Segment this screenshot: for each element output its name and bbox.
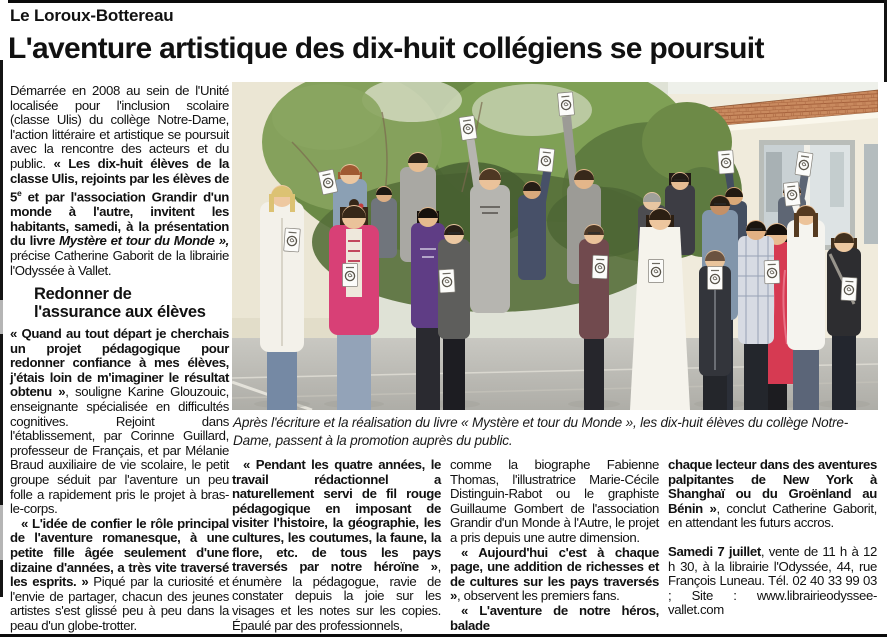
left-rule-notch — [0, 505, 3, 560]
column-4 — [668, 458, 877, 633]
paragraph: Démarrée en 2008 au sein de l'Unité localisée pour l'inclusion scolaire (classe Ulis) du collège Notre-Dame, l'action littéraire et artistique se poursuit avec la rencontre des acteurs et du public. « Les dix-huit élèves de la classe Ulis, rejoints par les élèves de 5e et par l'association Grandir d'un monde à l'autre, invitent les habitants, samedi, à la présentation du livre Mystère et tour du Monde », précise Catherine Gaborit de la librairie l'Odyssée à Vallet. — [10, 83, 230, 278]
paragraph: « L'aventure de notre héros, balade — [450, 602, 659, 633]
paragraph: Samedi 7 juillet, vente de 11 h à 12 h 30, à la librairie l'Odyssée, 44, rue François Luneau. Tél. 02 40 33 99 03 ; Site : www.librairieodyssee-vallet.com — [668, 543, 877, 618]
left-rule-notch — [0, 300, 3, 334]
intro-paragraphs — [10, 84, 229, 278]
paragraph: comme la biographe Fabienne Thomas, l'illustratrice Marie-Cécile Distinguin-Rabot ou le graphiste Guillaume Gombert de l'association Grandir d'un Monde à l'Autre, le projet a pris depuis une autre dimension. — [450, 457, 659, 545]
paragraph: « L'idée de confier le rôle principal de l'aventure romanesque, à une petite fille âgée seulement d'une dizaine d'années, a très vite traversé les esprits. » Piqué par la curiosité et l'envie de partager, chacun des jeunes artistes s'est glissé peu à peu dans la peau d'un globe-trotter. — [10, 515, 229, 633]
paragraph: « Aujourd'hui c'est à chaque page, une addition de richesses et de cultures sur les pays traversés », observent les premiers fans. — [450, 544, 659, 604]
paragraph: chaque lecteur dans des aventures palpitantes de New York à Shanghaï ou du Groënland au Bénin », conclut Catherine Gaborit, en attendant les futurs accros. — [668, 457, 877, 531]
column-3 — [450, 458, 659, 633]
subhead: Redonner de l'assurance aux élèves — [34, 285, 206, 322]
window-sliver — [864, 144, 878, 244]
top-rule — [8, 0, 887, 3]
body-paragraphs — [10, 327, 229, 633]
photo-caption: Après l'écriture et la réalisation du livre « Mystère et tour du Monde », les dix-huit élèves du collège Notre-Dame, passent à la promotion auprès du public. — [233, 415, 849, 448]
column-2 — [232, 458, 441, 633]
paragraph: « Pendant les quatre années, le travail rédactionnel a naturellement servi de fil rouge pédagogique en imposant de visiter l'histoire, la géographie, les cultures, les coutumes, la faune, la flore, etc. de tous les pays traversés par notre héroïne », énumère la pédagogue, ravie de constater depuis la joie sur les visages et les notes sur les copies. Épaulé par des professionnels, — [232, 457, 441, 633]
article-headline: L'aventure artistique des dix-huit collégiens se poursuit — [8, 32, 764, 65]
paragraph: « Quand au tout départ je cherchais un projet pédagogique pour redonner confiance à mes élèves, j'étais loin de m'imaginer le résultat obtenu », souligne Karine Glouzouic, enseignante spécialisée en difficultés cognitives. Rejoint dans l'établissement, par Corinne Guillard, professeur de Français, et par Mélanie Braud auxiliaire de vie scolaire, le petit groupe séduit par l'aventure un peu folle a rapidement pris le projet à bras-le-corps. — [10, 326, 229, 517]
section-kicker: Le Loroux-Bottereau — [10, 6, 174, 25]
class-photo — [232, 82, 878, 410]
person — [827, 232, 861, 410]
bottom-columns — [232, 458, 878, 633]
column-1 — [10, 84, 229, 634]
